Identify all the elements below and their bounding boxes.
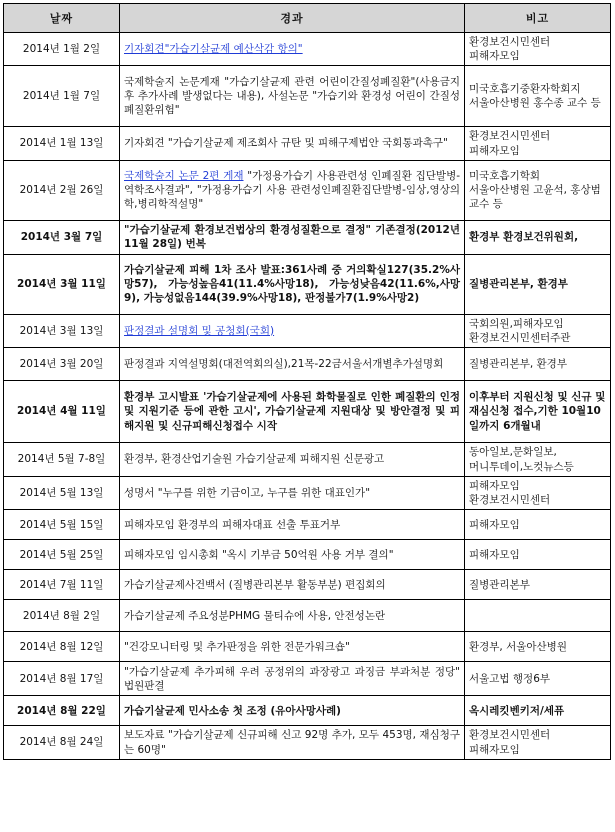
cell-date: 2014년 8월 17일: [4, 662, 120, 696]
cell-progress: 가습기살균제 민사소송 첫 조정 (유아사망사례): [120, 696, 465, 726]
cell-date: 2014년 5월 15일: [4, 510, 120, 540]
cell-note: 피해자모임 환경보건시민센터: [465, 477, 611, 510]
cell-date: 2014년 5월 25일: [4, 540, 120, 570]
cell-note: 환경부 환경보건위원회,: [465, 220, 611, 254]
cell-date: 2014년 8월 24일: [4, 726, 120, 759]
cell-progress: 국제학술지 논문게재 "가습기살균제 관련 어린이간질성폐질환"(사용금지후 추가사례 발생없다는 내용), 사설논문 "가습기와 환경성 어린이 간질성폐질환위험": [120, 66, 465, 127]
table-row: [4, 254, 611, 314]
table-row: [4, 726, 611, 759]
cell-date: 2014년 8월 22일: [4, 696, 120, 726]
table-row: [4, 220, 611, 254]
cell-date: 2014년 5월 7-8일: [4, 443, 120, 477]
cell-progress: [120, 160, 465, 220]
header-note: 비고: [465, 4, 611, 33]
table-row: [4, 477, 611, 510]
cell-progress: "가습기살균제 환경보건법상의 환경성질환으로 결정" 기존결정(2012년 11월 28일) 번복: [120, 220, 465, 254]
header-date: 날짜: [4, 4, 120, 33]
cell-note: [465, 600, 611, 632]
header-row: [4, 4, 611, 33]
cell-progress: 환경부 고시발표 '가습기살균제에 사용된 화학물질로 인한 폐질환의 인정 및 지원기준 등에 관한 고시', 가습기살균제 지원대상 및 방안결정 및 피해지원 및 신규피해신청접수 시작: [120, 381, 465, 443]
cell-date: 2014년 2월 26일: [4, 160, 120, 220]
table-row: [4, 66, 611, 127]
cell-date: 2014년 7월 11일: [4, 570, 120, 600]
cell-note: 환경보건시민센터 피해자모임: [465, 127, 611, 160]
cell-progress: 피해자모임 임시총회 "옥시 기부금 50억원 사용 거부 결의": [120, 540, 465, 570]
header-progress: 경과: [120, 4, 465, 33]
cell-progress: "가습기살균제 추가피해 우려 공정위의 과장광고 과징금 부과처분 정당" 법원판결: [120, 662, 465, 696]
cell-note: 이후부터 지원신청 및 신규 및 재심신청 접수,기한 10월10일까지 6개월내: [465, 381, 611, 443]
table-row: [4, 662, 611, 696]
cell-note: 옥시레킷벤키저/세퓨: [465, 696, 611, 726]
cell-date: 2014년 5월 13일: [4, 477, 120, 510]
cell-note: 피해자모임: [465, 510, 611, 540]
progress-link[interactable]: 판정결과 설명회 및 공청회(국회): [124, 324, 275, 337]
cell-note: 환경보건시민센터 피해자모임: [465, 33, 611, 66]
table-row: [4, 443, 611, 477]
cell-date: 2014년 1월 7일: [4, 66, 120, 127]
table-row: [4, 510, 611, 540]
cell-date: 2014년 3월 11일: [4, 254, 120, 314]
cell-note: 동아일보,문화일보, 머니투데이,노컷뉴스등: [465, 443, 611, 477]
cell-note: 환경보건시민센터 피해자모임: [465, 726, 611, 759]
table-row: [4, 127, 611, 160]
timeline-table: [3, 3, 611, 760]
cell-note: 피해자모임: [465, 540, 611, 570]
cell-date: 2014년 8월 2일: [4, 600, 120, 632]
cell-date: 2014년 3월 7일: [4, 220, 120, 254]
cell-date: 2014년 1월 13일: [4, 127, 120, 160]
timeline-table-wrapper: [3, 3, 610, 760]
cell-progress: 가습기살균제사건백서 (질병관리본부 활동부분) 편집회의: [120, 570, 465, 600]
cell-note: 질병관리본부: [465, 570, 611, 600]
cell-progress: [120, 33, 465, 66]
cell-progress: 가습기살균제 주요성분PHMG 물티슈에 사용, 안전성논란: [120, 600, 465, 632]
cell-note: 미국호흡기중환자학회지 서울아산병원 홍수종 교수 등: [465, 66, 611, 127]
cell-progress: 가습기살균제 피해 1차 조사 발표:361사례 중 거의확실127(35.2%사망57), 가능성높음41(11.4%사망18), 가능성낮음42(11.6%,사망9), 가능성없음144(39.9%사망18), 판정불가7(1.9%사망2): [120, 254, 465, 314]
cell-note: 미국호흡기학회 서울아산병원 고윤석, 홍상범 교수 등: [465, 160, 611, 220]
table-row: [4, 160, 611, 220]
table-row: [4, 540, 611, 570]
cell-progress: 피해자모임 환경부의 피해자대표 선출 투표거부: [120, 510, 465, 540]
cell-progress: [120, 314, 465, 347]
cell-date: 2014년 1월 2일: [4, 33, 120, 66]
progress-link[interactable]: 기자회견"가습기살균제 예산삭감 항의": [124, 43, 303, 56]
table-row: [4, 381, 611, 443]
progress-text: "가정용가습기 사용관련성 인폐질환 집단발병-역학조사결과", "가정용가습기 사용 관련성인폐질환집단발병-임상,영상의학,병리학적설명": [124, 169, 461, 211]
table-row: [4, 600, 611, 632]
table-row: [4, 696, 611, 726]
cell-progress: 환경부, 환경산업기술원 가습기살균제 피해지원 신문광고: [120, 443, 465, 477]
cell-progress: 판정결과 지역설명회(대전역회의실),21목-22금서울서개별추가설명회: [120, 348, 465, 381]
cell-progress: 성명서 "누구를 위한 기금이고, 누구를 위한 대표인가": [120, 477, 465, 510]
cell-progress: "건강모니터링 및 추가판정을 위한 전문가워크숍": [120, 632, 465, 662]
cell-note: 환경부, 서울아산병원: [465, 632, 611, 662]
table-row: [4, 33, 611, 66]
cell-date: 2014년 3월 20일: [4, 348, 120, 381]
cell-date: 2014년 3월 13일: [4, 314, 120, 347]
progress-link[interactable]: 국제학술지 논문 2편 게재: [124, 169, 244, 182]
cell-date: 2014년 8월 12일: [4, 632, 120, 662]
table-row: [4, 570, 611, 600]
cell-date: 2014년 4월 11일: [4, 381, 120, 443]
cell-note: 질병관리본부, 환경부: [465, 348, 611, 381]
cell-note: 국회의원,피해자모임 환경보건시민센터주관: [465, 314, 611, 347]
cell-progress: 보도자료 "가습기살균제 신규피해 신고 92명 추가, 모두 453명, 재심청구는 60명": [120, 726, 465, 759]
cell-note: 질병관리본부, 환경부: [465, 254, 611, 314]
table-row: [4, 632, 611, 662]
cell-note: 서울고법 행정6부: [465, 662, 611, 696]
table-row: [4, 314, 611, 347]
table-body: [4, 33, 611, 760]
table-row: [4, 348, 611, 381]
cell-progress: 기자회견 "가습기살균제 제조회사 규탄 및 피해구제법안 국회통과촉구": [120, 127, 465, 160]
